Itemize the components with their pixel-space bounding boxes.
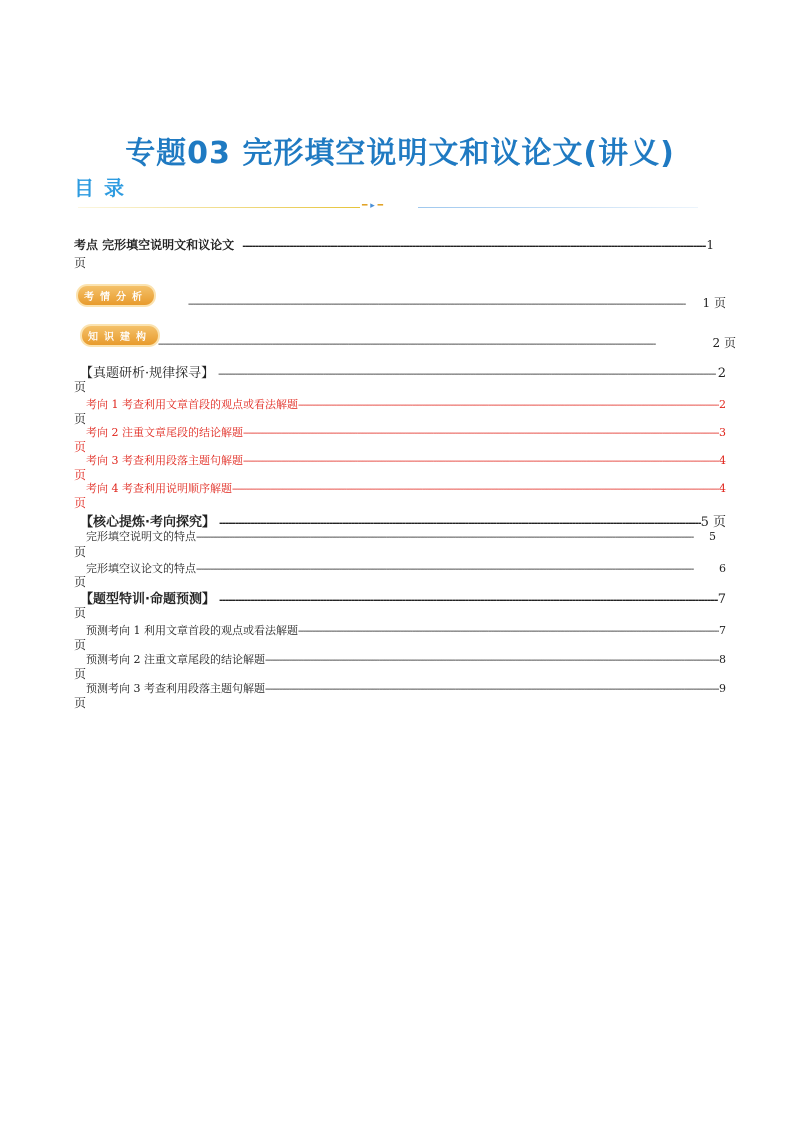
page-suffix: 页 bbox=[74, 638, 87, 652]
toc-entry[interactable]: 【核心提炼·考向探究】 ----- 5 页 bbox=[80, 511, 726, 530]
page-suffix: 页 bbox=[74, 496, 87, 510]
divider-left bbox=[78, 207, 360, 208]
page-suffix: 页 bbox=[74, 545, 87, 559]
page-suffix: 页 bbox=[74, 380, 87, 394]
leader-dots bbox=[265, 656, 719, 666]
leader-dots bbox=[242, 242, 706, 252]
page-suffix: 页 bbox=[74, 606, 87, 620]
toc-entry[interactable]: 完形填空议论文的特点 ----- 6 bbox=[86, 560, 726, 576]
toc-entry[interactable]: 完形填空说明文的特点 ----- 5 bbox=[86, 528, 716, 544]
toc-entry[interactable]: 考向 3 考查利用段落主题句解题 ----- 4 bbox=[86, 452, 726, 468]
toc-entry[interactable]: ----- 1 页 bbox=[188, 294, 726, 311]
leader-dots bbox=[298, 627, 719, 637]
page-suffix: 页 bbox=[74, 696, 87, 710]
leader-dots bbox=[196, 565, 719, 575]
leader-dots bbox=[243, 429, 719, 439]
leader-dots bbox=[196, 533, 709, 543]
toc-entry[interactable]: 考向 2 注重文章尾段的结论解题 ----- 3 bbox=[86, 424, 726, 440]
toc-entry[interactable]: 预测考向 3 考查利用段落主题句解题 ----- 9 bbox=[86, 680, 726, 696]
page-suffix: 页 bbox=[74, 412, 87, 426]
toc-entry[interactable]: 预测考向 2 注重文章尾段的结论解题 ----- 8 bbox=[86, 651, 726, 667]
toc-entry[interactable]: 【题型特训·命题预测】 ----- 7 bbox=[80, 588, 726, 607]
leader-dots bbox=[158, 340, 713, 350]
page-suffix: 页 bbox=[74, 468, 87, 482]
leader-dots bbox=[219, 596, 718, 606]
toc-entry[interactable]: ----- 2 页 bbox=[158, 334, 736, 351]
leader-dots bbox=[218, 370, 718, 380]
leader-dots bbox=[298, 401, 719, 411]
document-title: 专题03 完形填空说明文和议论文(讲义) bbox=[125, 136, 675, 171]
divider-ornament-icon: ━ ▸ ━ bbox=[362, 201, 384, 211]
page-suffix: 页 bbox=[74, 575, 87, 589]
badge-zhishi-icon: 知识建构 bbox=[82, 326, 158, 345]
toc-entry[interactable]: 考向 1 考查利用文章首段的观点或看法解题 ----- 2 bbox=[86, 396, 726, 412]
divider-right bbox=[418, 207, 698, 208]
page-suffix: 页 bbox=[74, 440, 87, 454]
page-suffix: 页 bbox=[74, 256, 87, 270]
leader-dots bbox=[243, 457, 719, 467]
badge-kaoqing-icon: 考情分析 bbox=[78, 286, 154, 305]
leader-dots bbox=[188, 300, 703, 310]
toc-entry[interactable]: 预测考向 1 利用文章首段的观点或看法解题 ----- 7 bbox=[86, 622, 726, 638]
page-suffix: 页 bbox=[74, 667, 87, 681]
leader-dots bbox=[265, 685, 719, 695]
leader-dots bbox=[232, 485, 719, 495]
toc-entry[interactable]: 【真题研析·规律探寻】 ----- 2 bbox=[80, 362, 726, 381]
toc-entry[interactable]: 考点 完形填空说明文和议论文 ----- 1 bbox=[74, 236, 714, 253]
toc-heading: 目录 bbox=[74, 176, 134, 200]
toc-entry[interactable]: 考向 4 考查利用说明顺序解题 ----- 4 bbox=[86, 480, 726, 496]
